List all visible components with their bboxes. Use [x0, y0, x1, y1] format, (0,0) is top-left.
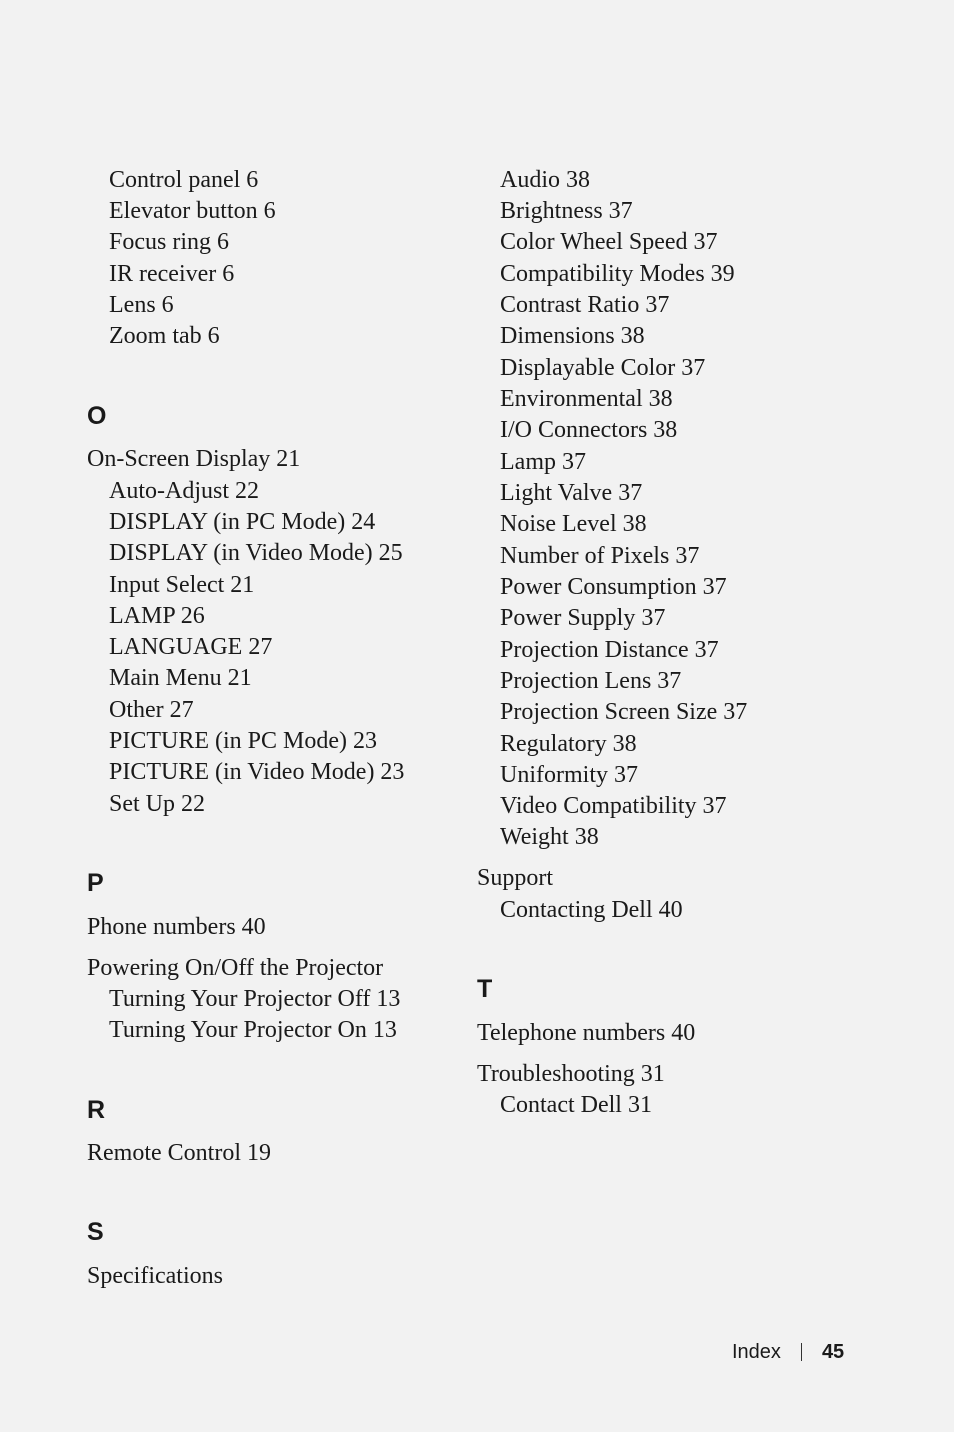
- index-subentry: Focus ring 6: [109, 229, 229, 255]
- page-number: 45: [821, 1340, 845, 1363]
- index-subentry: LAMP 26: [109, 603, 205, 629]
- section-letter-s: S: [87, 1218, 104, 1246]
- index-entry: Specifications: [87, 1263, 223, 1289]
- index-subentry: Brightness 37: [500, 198, 633, 224]
- index-subentry: Other 27: [109, 697, 194, 723]
- index-subentry: Audio 38: [500, 167, 590, 193]
- section-letter-r: R: [87, 1096, 106, 1124]
- index-subentry: Environmental 38: [500, 386, 673, 412]
- index-subentry: Elevator button 6: [109, 198, 276, 224]
- index-subentry: Input Select 21: [109, 572, 255, 598]
- index-subentry: Compatibility Modes 39: [500, 261, 735, 287]
- index-subentry: Main Menu 21: [109, 665, 252, 691]
- index-subentry: Weight 38: [500, 824, 599, 850]
- index-entry: On-Screen Display 21: [87, 446, 301, 472]
- index-subentry: Uniformity 37: [500, 762, 638, 788]
- index-subentry: Number of Pixels 37: [500, 543, 700, 569]
- index-subentry: Contrast Ratio 37: [500, 292, 670, 318]
- index-entry: Remote Control 19: [87, 1140, 271, 1166]
- index-subentry: I/O Connectors 38: [500, 417, 678, 443]
- index-subentry: Projection Lens 37: [500, 668, 682, 694]
- index-entry: Phone numbers 40: [87, 914, 266, 940]
- index-subentry: Zoom tab 6: [109, 323, 220, 349]
- index-subentry: Color Wheel Speed 37: [500, 229, 718, 255]
- index-subentry: Regulatory 38: [500, 731, 637, 757]
- footer-divider: [801, 1343, 802, 1361]
- index-subentry: Light Valve 37: [500, 480, 643, 506]
- index-subentry: Projection Distance 37: [500, 637, 719, 663]
- section-letter-p: P: [87, 869, 104, 897]
- index-subentry: Lens 6: [109, 292, 174, 318]
- index-subentry: Noise Level 38: [500, 511, 647, 537]
- index-subentry: Contacting Dell 40: [500, 897, 683, 923]
- index-subentry: Power Supply 37: [500, 605, 666, 631]
- footer-section-label: Index: [732, 1340, 781, 1363]
- index-subentry: Contact Dell 31: [500, 1092, 652, 1118]
- section-letter-o: O: [87, 402, 107, 430]
- index-subentry: Set Up 22: [109, 791, 205, 817]
- index-subentry: Auto-Adjust 22: [109, 478, 259, 504]
- index-subentry: Dimensions 38: [500, 323, 645, 349]
- index-subentry: Turning Your Projector Off 13: [109, 986, 401, 1012]
- index-subentry: Lamp 37: [500, 449, 586, 475]
- index-subentry: LANGUAGE 27: [109, 634, 273, 660]
- index-entry: Powering On/Off the Projector: [87, 955, 384, 981]
- page-footer: [732, 1338, 844, 1366]
- index-entry: Troubleshooting 31: [477, 1061, 665, 1087]
- index-subentry: Turning Your Projector On 13: [109, 1017, 397, 1043]
- index-subentry: Control panel 6: [109, 167, 259, 193]
- index-subentry: Power Consumption 37: [500, 574, 727, 600]
- index-subentry: PICTURE (in PC Mode) 23: [109, 728, 378, 754]
- index-subentry: DISPLAY (in Video Mode) 25: [109, 540, 403, 566]
- section-letter-t: T: [477, 975, 493, 1003]
- index-entry: Telephone numbers 40: [477, 1020, 696, 1046]
- index-subentry: PICTURE (in Video Mode) 23: [109, 759, 405, 785]
- index-subentry: Projection Screen Size 37: [500, 699, 748, 725]
- index-subentry: Displayable Color 37: [500, 355, 706, 381]
- index-subentry: DISPLAY (in PC Mode) 24: [109, 509, 376, 535]
- index-entry: Support: [477, 865, 554, 891]
- index-subentry: Video Compatibility 37: [500, 793, 727, 819]
- index-subentry: IR receiver 6: [109, 261, 235, 287]
